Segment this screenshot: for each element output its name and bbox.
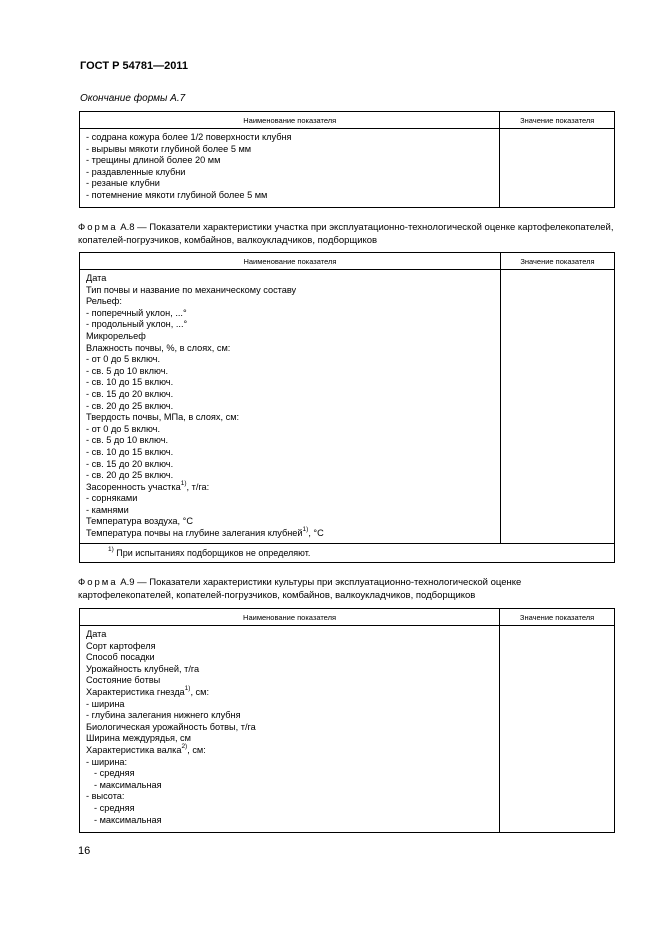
table-a8-col-value: Значение показателя [500,253,614,270]
list-item: - св. 15 до 20 включ. [86,388,174,399]
list-item: - св. 15 до 20 включ. [86,458,174,469]
list-item: Ширина междурядья, см [86,733,191,744]
table-a8-names [80,270,501,544]
list-item: - глубина залегания нижнего клубня [86,710,241,721]
list-item: Биологическая урожайность ботвы, т/га [86,721,256,732]
list-item: - высота: [86,791,125,802]
list-item: - раздавленные клубни [86,166,186,177]
list-item: Твердость почвы, МПа, в слоях, см: [86,412,240,423]
table-a9-col-value: Значение показателя [500,609,615,626]
table-a7-col-value: Значение показателя [500,112,615,129]
list-item: - резаные клубни [86,178,160,189]
form-number: А.8 [120,222,135,233]
list-item: Характеристика валка$^{2)}$, см: [86,742,206,755]
list-item: Тип почвы и название по механическому составу [86,284,297,295]
table-a9-col-name: Наименование показателя [80,609,500,626]
list-item: - св. 20 до 25 включ. [86,400,174,411]
list-item: Влажность почвы, %, в слоях, см: [86,342,231,353]
list-item: - потемнение мякоти глубиной более 5 мм [86,189,268,200]
list-item: - св. 10 до 15 включ. [86,446,174,457]
list-item: Сорт картофеля [86,640,156,651]
list-item: - трещины длиной более 20 мм [86,155,221,166]
list-item: - сорняками [86,493,138,504]
footnote-ref: 2) [181,742,188,750]
list-item: - средняя [94,802,135,813]
table-a7-caption: Окончание формы А.7 [80,93,186,104]
form-number: А.9 [120,577,135,588]
list-item: - св. 5 до 10 включ. [86,435,169,446]
table-a7-col-name: Наименование показателя [80,112,500,129]
table-a8-footnote: $^{1)}$ При испытаниях подборщиков не определяют. [80,543,615,562]
list-item: - от 0 до 5 включ. [86,423,161,434]
form-label: Форма [78,222,118,233]
footnote-ref: 1) [302,526,309,533]
list-item: - ширина: [86,756,128,767]
table-a7-values [500,129,615,208]
list-item: Характеристика гнезда$^{1)}$, см: [86,684,210,697]
form-label: Форма [78,577,118,588]
table-a7-names [80,129,500,208]
document-header: ГОСТ Р 54781—2011 [80,60,188,72]
list-item: - св. 20 до 25 включ. [86,470,174,481]
list-item: - от 0 до 5 включ. [86,354,161,365]
list-item: - поперечный уклон, ...° [86,307,187,318]
list-item: Микрорельеф [86,330,146,341]
page-number: 16 [78,845,91,857]
list-item: Рельеф: [86,296,122,307]
list-item: - содрана кожура более 1/2 поверхности клубня [86,132,292,142]
footnote-ref: 1) [184,684,191,692]
list-item: - св. 5 до 10 включ. [86,365,169,376]
form-a8-caption [78,221,618,247]
footnote-ref: 1) [180,479,187,487]
form-a9-caption [78,576,618,602]
list-item: Способ посадки [86,652,155,663]
list-item: Дата [86,273,107,283]
list-item: Урожайность клубней, т/га [86,663,200,674]
list-item: - ширина [86,698,125,709]
list-item: - максимальная [94,814,162,825]
list-item: - камнями [86,504,129,515]
table-a8-values [500,270,614,544]
list-item: Засоренность участка$^{1)}$, т/га: [86,479,210,492]
table-a7 [79,111,615,208]
table-a9 [79,608,615,833]
list-item: Состояние ботвы [86,675,161,686]
table-a9-values [500,626,615,833]
list-item: - вырывы мякоти глубиной более 5 мм [86,143,252,154]
list-item: Температура воздуха, °С [86,516,193,527]
form-title: — Показатели характеристики культуры при эксплуатационно-технологической оценке картофелекопателей, копателей-погрузчиков, комбайнов, валкоукладчиков, подборщиков [78,577,522,601]
list-item: - продольный уклон, ...° [86,319,188,330]
list-item: - максимальная [94,779,162,790]
table-a9-names [80,626,500,833]
table-a8-col-name: Наименование показателя [80,253,501,270]
form-title: — Показатели характеристики участка при эксплуатационно-технологической оценке картофелекопателей, копателей-погрузчиков, комбайнов, валкоукладчиков, подборщиков [78,222,614,246]
list-item: Температура почвы на глубине залегания клубней$^{1)}$, °С [86,526,324,539]
list-item: - средняя [94,768,135,779]
list-item: - св. 10 до 15 включ. [86,377,174,388]
list-item: Дата [86,629,107,639]
table-a8 [79,252,615,563]
